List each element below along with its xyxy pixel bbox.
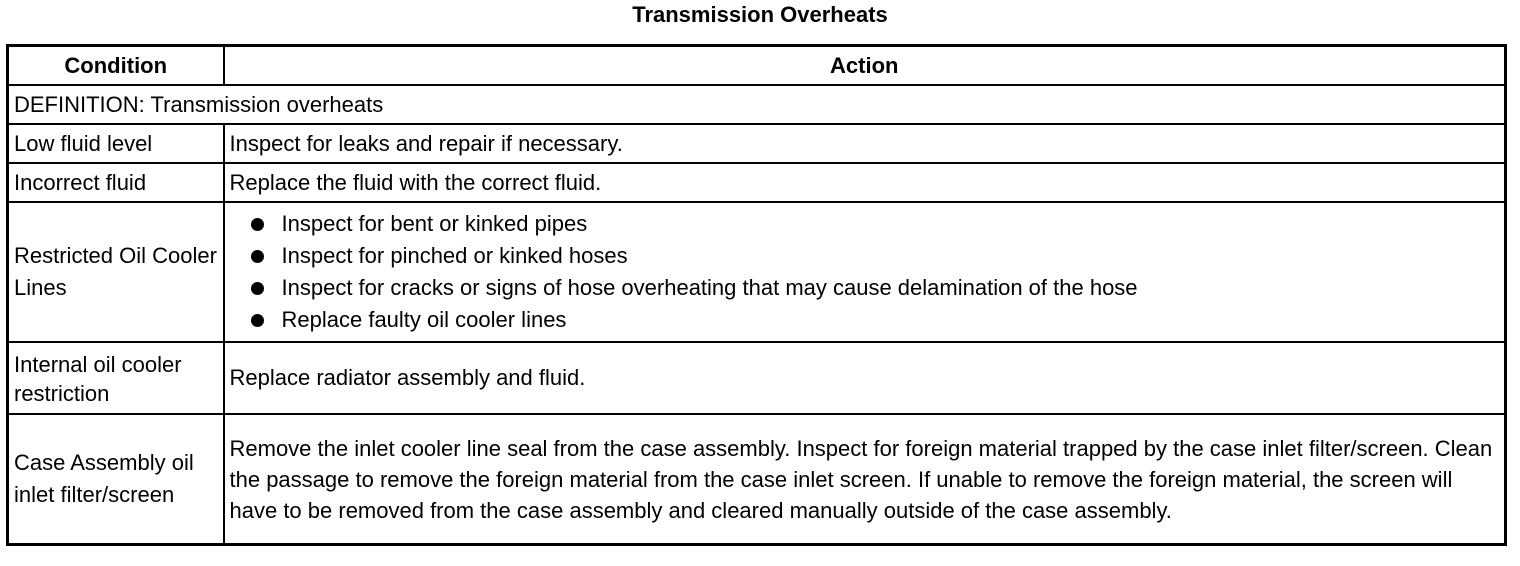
- list-item: Replace faulty oil cooler lines: [248, 304, 1500, 336]
- header-condition: Condition: [8, 46, 224, 86]
- page-title: Transmission Overheats: [632, 2, 888, 27]
- header-row: [8, 46, 1506, 86]
- condition-cell: Restricted Oil Cooler Lines: [8, 202, 224, 342]
- bullet-icon: [251, 218, 264, 231]
- condition-cell: Incorrect fluid: [8, 163, 224, 202]
- action-cell: Inspect for leaks and repair if necessary.: [224, 124, 1506, 163]
- action-cell: Replace the fluid with the correct fluid.: [224, 163, 1506, 202]
- table-row: [8, 342, 1506, 414]
- troubleshooting-table: [6, 44, 1507, 546]
- bullet-icon: [251, 250, 264, 263]
- condition-cell: Case Assembly oil inlet filter/screen: [8, 414, 224, 544]
- table-row: [8, 163, 1506, 202]
- list-item: Inspect for cracks or signs of hose overheating that may cause delamination of the hose: [248, 272, 1500, 304]
- condition-cell: Internal oil cooler restriction: [8, 342, 224, 414]
- table-row: [8, 202, 1506, 342]
- bullet-icon: [251, 314, 264, 327]
- action-bullet-list: [230, 208, 1500, 336]
- header-action: Action: [224, 46, 1506, 86]
- definition-row: [8, 85, 1506, 124]
- list-item: Inspect for pinched or kinked hoses: [248, 240, 1500, 272]
- action-cell: [224, 202, 1506, 342]
- bullet-icon: [251, 282, 264, 295]
- table-row: [8, 414, 1506, 544]
- table-row: [8, 124, 1506, 163]
- action-cell: Replace radiator assembly and fluid.: [224, 342, 1506, 414]
- list-item: Inspect for bent or kinked pipes: [248, 208, 1500, 240]
- definition-text: DEFINITION: Transmission overheats: [8, 85, 1506, 124]
- condition-cell: Low fluid level: [8, 124, 224, 163]
- action-cell: Remove the inlet cooler line seal from the case assembly. Inspect for foreign material trapped by the case inlet filter/screen. Clean the passage to remove the foreign material from the case inlet screen. If unable to remove the foreign material, the screen will have to be removed from the case assembly and cleared manually outside of the case assembly.: [224, 414, 1506, 544]
